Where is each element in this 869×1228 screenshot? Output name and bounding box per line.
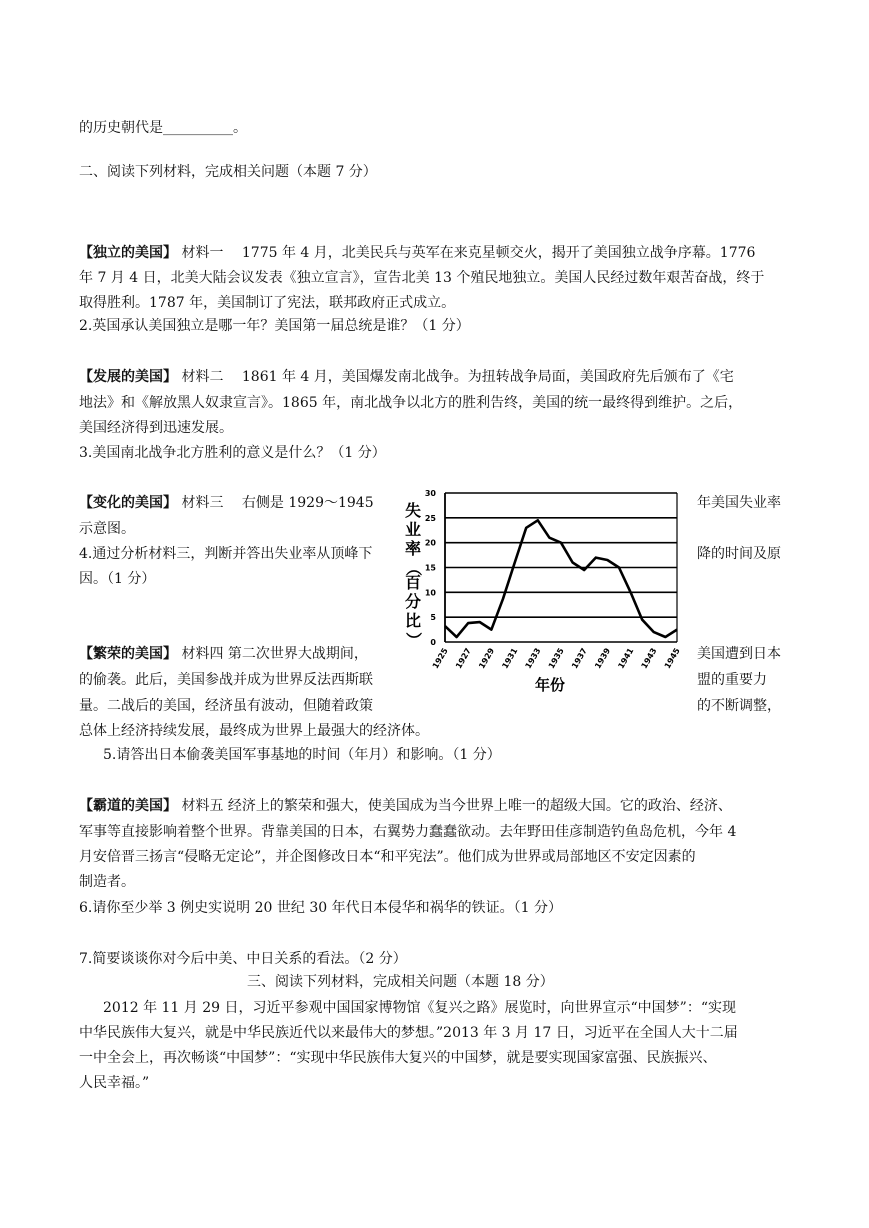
y-tick-label: 25 (424, 513, 436, 523)
question-5: 5.请答出日本偷袭美国军事基地的时间（年月）和影响。（1 分） (103, 747, 501, 763)
material-4-line-2-right: 盟的重要力 (697, 672, 767, 688)
chart-y-ticks (425, 489, 437, 647)
x-tick-label: 1945 (662, 646, 682, 671)
x-tick-label: 1931 (500, 646, 520, 671)
y-tick-label: 30 (424, 489, 436, 498)
question-2: 2.英国承认美国独立是哪一年？美国第一届总统是谁？（1 分） (79, 318, 470, 334)
y-label-char: 率 (404, 539, 422, 558)
material-4-line-4: 总体上经济持续发展，最终成为世界上最强大的经济体。 (79, 723, 429, 739)
x-tick-label: 1939 (593, 646, 613, 671)
y-label-char: 分 (404, 592, 422, 611)
material-2-line-1 (79, 367, 734, 387)
material-4-line-1 (79, 644, 368, 664)
material-1-line-3: 取得胜利。1787 年，美国制订了宪法，联邦政府正式成立。 (79, 295, 456, 311)
x-tick-label: 1933 (523, 646, 543, 671)
question-4-line-1-right: 降的时间及原 (697, 546, 781, 562)
y-tick-label: 0 (430, 638, 436, 647)
material-2-text: 材料二 1861 年 4 月，美国爆发南北战争。为扭转战争局面，美国政府先后颁布了《宅 (177, 369, 734, 385)
y-tick-label: 5 (430, 613, 436, 623)
material-2-line-2: 地法》和《解放黑人奴隶宣言》。1865 年，南北战争以北方的胜利告终，美国的统一最终得到维护。之后， (79, 395, 743, 411)
material-5-line-4: 制造者。 (79, 874, 135, 890)
x-tick-label: 1927 (454, 646, 473, 671)
section-2-title: 二、阅读下列材料，完成相关问题（本题 7 分） (79, 164, 377, 180)
y-label-char: （ (404, 559, 423, 577)
x-tick-label: 1929 (477, 646, 497, 671)
material-5-line-2: 军事等直接影响着整个世界。背靠美国的日本，右翼势力蠢蠢欲动。去年野田佳彦制造钓鱼岛危机，今年 4 (79, 824, 737, 840)
chart-y-axis-label (404, 501, 423, 648)
chart-series (445, 520, 677, 637)
y-label-char: 比 (404, 611, 422, 630)
material-4-line-2: 的偷袭。此后，美国参战并成为世界反法西斯联 (79, 672, 373, 688)
section-3-para-line-4: 人民幸福。” (79, 1075, 150, 1091)
material-4-line-3: 量。二战后的美国，经济虽有波动，但随着政策 (79, 698, 373, 714)
x-tick-label: 1943 (639, 646, 659, 671)
material-1-heading: 【独立的美国】 (79, 245, 177, 261)
material-1-line-1 (79, 243, 755, 263)
material-5-text: 材料五 经济上的繁荣和强大，使美国成为当今世界上唯一的超级大国。它的政治、经济、 (177, 798, 732, 814)
question-7: 7.简要谈谈你对今后中美、中日关系的看法。（2 分） (79, 951, 407, 967)
material-5-heading: 【霸道的美国】 (79, 798, 177, 814)
line-dynasty: 的历史朝代是__________。 (79, 120, 247, 136)
material-2-line-3: 美国经济得到迅速发展。 (79, 420, 233, 436)
material-4-line-1-right: 美国遭到日本 (697, 646, 781, 662)
material-5-line-1 (79, 796, 732, 816)
question-3: 3.美国南北战争北方胜利的意义是什么？（1 分） (79, 445, 386, 461)
material-3-heading: 【变化的美国】 (79, 495, 177, 511)
y-label-char: ） (404, 631, 423, 649)
material-3-line-1-right: 年美国失业率 (697, 495, 781, 511)
question-4-line-2: 因。（1 分） (79, 571, 156, 587)
chart-x-axis-label: 年份 (534, 676, 566, 694)
y-tick-label: 10 (424, 588, 436, 598)
question-6: 6.请你至少举 3 例史实说明 20 世纪 30 年代日本侵华和祸华的铁证。（1 分） (79, 900, 562, 916)
material-3-line-2: 示意图。 (79, 521, 135, 537)
section-3-para-line-1: 2012 年 11 月 29 日，习近平参观中国国家博物馆《复兴之路》展览时，向世界宣示“中国梦”：“实现 (103, 1000, 736, 1016)
material-3-text: 材料三 右侧是 1929～1945 (177, 495, 374, 511)
material-3-line-1 (79, 493, 374, 513)
y-label-char: 业 (404, 520, 422, 539)
unemployment-series-line (445, 520, 677, 637)
material-1-line-2: 年 7 月 4 日，北美大陆会议发表《独立宣言》，宣告北美 13 个殖民地独立。美国人民经过数年艰苦奋战，终于 (79, 270, 765, 286)
material-4-text: 材料四 第二次世界大战期间， (177, 646, 368, 662)
material-4-heading: 【繁荣的美国】 (79, 646, 177, 662)
x-tick-label: 1925 (430, 646, 450, 671)
section-3-para-line-3: 一中全会上，再次畅谈“中国梦”：“实现中华民族伟大复兴的中国梦，就是要实现国家富强、民族振兴、 (79, 1050, 717, 1066)
x-tick-label: 1941 (616, 646, 636, 671)
question-4-line-1: 4.通过分析材料三，判断并答出失业率从顶峰下 (79, 546, 373, 562)
section-3-para-line-2: 中华民族伟大复兴，就是中华民族近代以来最伟大的梦想。”2013 年 3 月 17 日，习近平在全国人大十二届 (79, 1025, 738, 1041)
y-label-char: 百 (404, 573, 422, 592)
material-1-text: 材料一 1775 年 4 月，北美民兵与英军在来克星顿交火，揭开了美国独立战争序幕。1776 (177, 245, 756, 261)
x-tick-label: 1937 (570, 646, 589, 671)
y-tick-label: 15 (424, 563, 436, 573)
unemployment-chart (393, 484, 693, 699)
material-2-heading: 【发展的美国】 (79, 369, 177, 385)
material-5-line-3: 月安倍晋三扬言“侵略无定论”，并企图修改日本“和平宪法”。他们成为世界或局部地区不安定因素的 (79, 849, 696, 865)
y-label-char: 失 (404, 501, 422, 520)
chart-x-ticks (431, 646, 682, 670)
material-4-line-3-right: 的不断调整， (697, 698, 781, 714)
y-tick-label: 20 (424, 538, 436, 548)
section-3-title: 三、阅读下列材料，完成相关问题（本题 18 分） (247, 974, 554, 990)
x-tick-label: 1935 (546, 646, 566, 671)
